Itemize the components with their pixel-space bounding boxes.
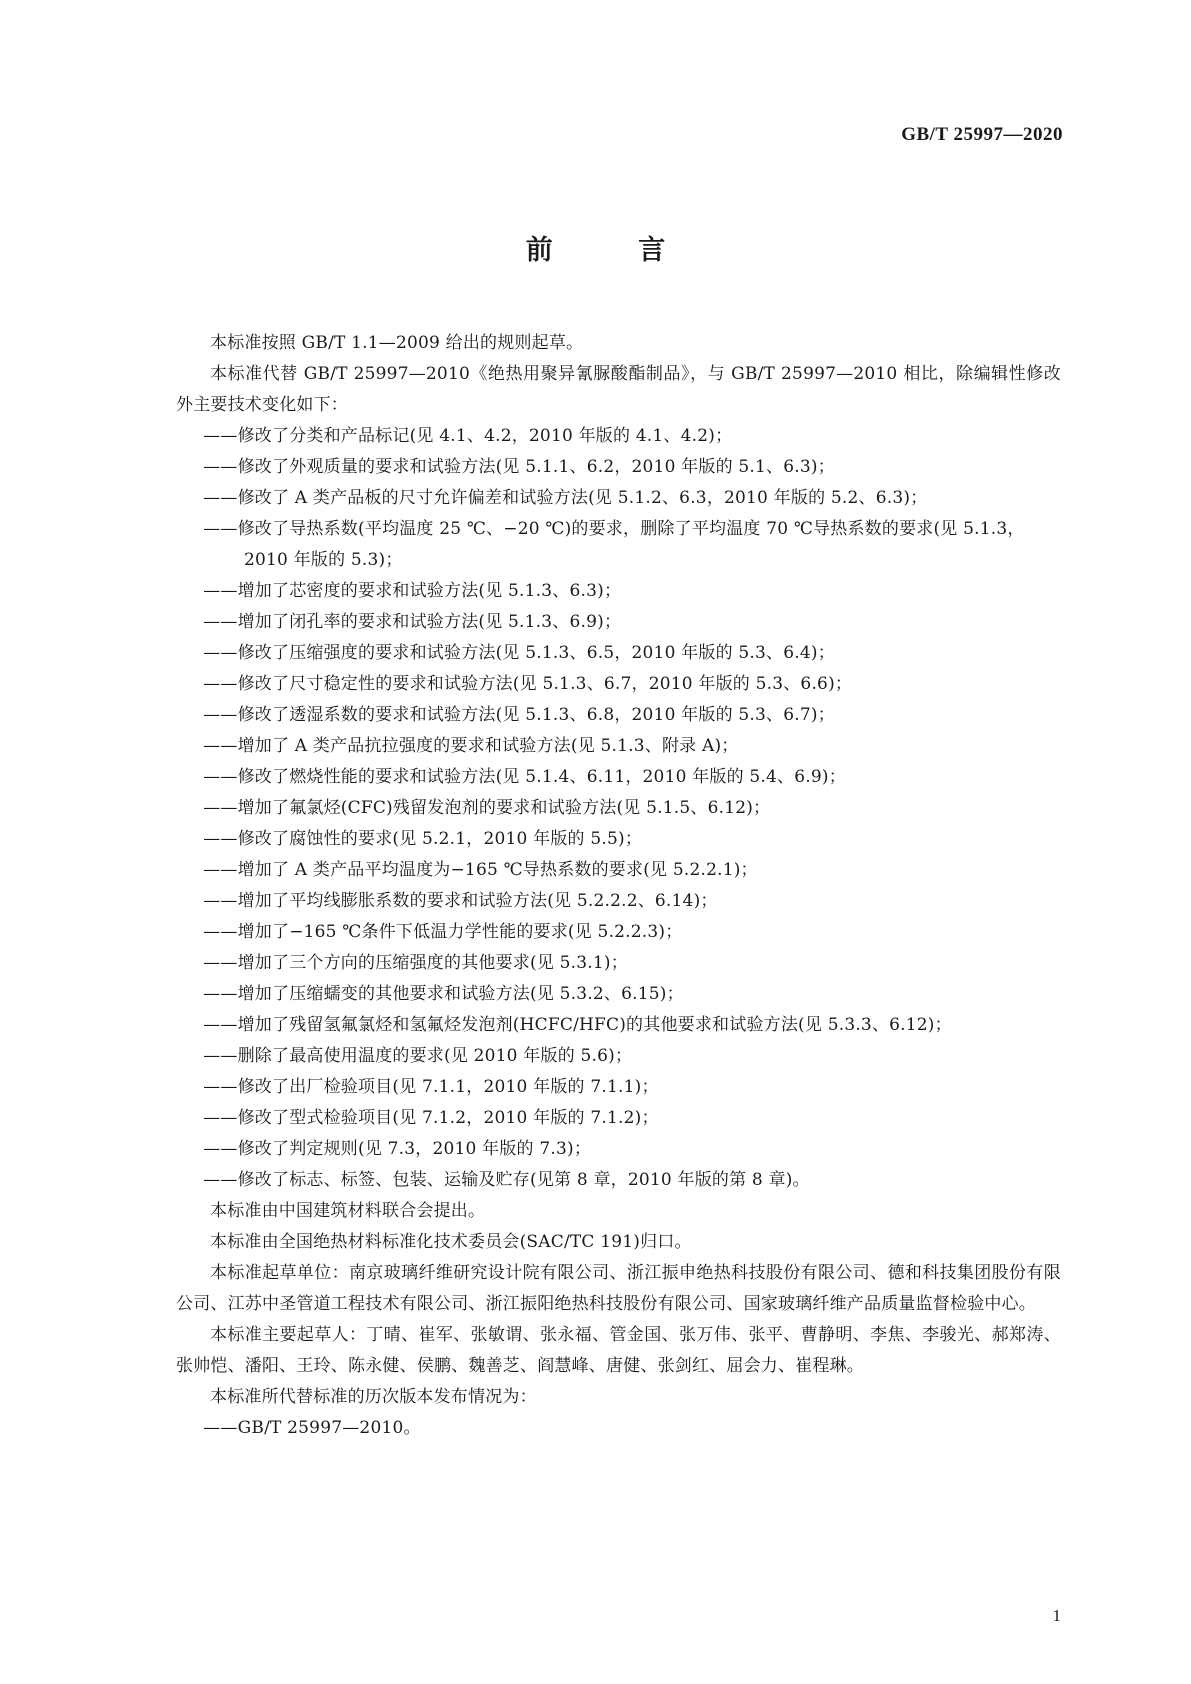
paragraph: 本标准由全国绝热材料标准化技术委员会(SAC/TC 191)归口。	[210, 1232, 692, 1252]
list-item: ——修改了外观质量的要求和试验方法(见 5.1.1、6.2，2010 年版的 5.1、6.3)；	[203, 457, 835, 477]
paragraph: 本标准按照 GB/T 1.1—2009 给出的规则起草。	[210, 333, 584, 353]
list-item: ——修改了腐蚀性的要求(见 5.2.1，2010 年版的 5.5)；	[203, 829, 643, 849]
list-item: ——增加了压缩蠕变的其他要求和试验方法(见 5.3.2、6.15)；	[203, 984, 684, 1004]
document-body	[176, 328, 1061, 1444]
page-number: 1	[1052, 1606, 1061, 1625]
list-item: ——修改了型式检验项目(见 7.1.2，2010 年版的 7.1.2)；	[203, 1108, 659, 1128]
paragraph: 本标准起草单位：南京玻璃纤维研究设计院有限公司、浙江振申绝热科技股份有限公司、德和科技集团股份有限公司、江苏中圣管道工程技术有限公司、浙江振阳绝热科技股份有限公司、国家玻璃纤维产品质量监督检验中心。	[176, 1263, 1061, 1314]
list-item: ——修改了出厂检验项目(见 7.1.1，2010 年版的 7.1.1)；	[203, 1077, 659, 1097]
page-title: 前 言	[525, 235, 704, 266]
list-item: ——增加了−165 ℃条件下低温力学性能的要求(见 5.2.2.3)；	[203, 922, 683, 942]
list-item: ——修改了 A 类产品板的尺寸允许偏差和试验方法(见 5.1.2、6.3，2010 年版的 5.2、6.3)；	[203, 488, 928, 508]
list-item: ——增加了氟氯烃(CFC)残留发泡剂的要求和试验方法(见 5.1.5、6.12)；	[203, 798, 771, 818]
list-item: ——增加了闭孔率的要求和试验方法(见 5.1.3、6.9)；	[203, 612, 622, 632]
list-item: ——修改了标志、标签、包装、运输及贮存(见第 8 章，2010 年版的第 8 章)。	[203, 1170, 810, 1190]
paragraph: 本标准所代替标准的历次版本发布情况为：	[210, 1387, 537, 1407]
list-item: ——修改了导热系数(平均温度 25 ℃、−20 ℃)的要求，删除了平均温度 70 ℃导热系数的要求(见 5.1.3，2010 年版的 5.3)；	[203, 519, 1025, 570]
list-item: ——修改了透湿系数的要求和试验方法(见 5.1.3、6.8，2010 年版的 5.3、6.7)；	[203, 705, 835, 725]
list-item: ——增加了三个方向的压缩强度的其他要求(见 5.3.1)；	[203, 953, 628, 973]
list-item: ——增加了 A 类产品抗拉强度的要求和试验方法(见 5.1.3、附录 A)；	[203, 736, 739, 756]
list-item: ——增加了 A 类产品平均温度为−165 ℃导热系数的要求(见 5.2.2.1)；	[203, 860, 758, 880]
list-item: ——修改了燃烧性能的要求和试验方法(见 5.1.4、6.11，2010 年版的 5.4、6.9)；	[203, 767, 846, 787]
list-item: ——GB/T 25997—2010。	[203, 1418, 421, 1438]
list-item: ——修改了压缩强度的要求和试验方法(见 5.1.3、6.5，2010 年版的 5.3、6.4)；	[203, 643, 835, 663]
paragraph: 本标准由中国建筑材料联合会提出。	[210, 1201, 486, 1221]
list-item: ——修改了尺寸稳定性的要求和试验方法(见 5.1.3、6.7，2010 年版的 5.3、6.6)；	[203, 674, 853, 694]
list-item: ——增加了芯密度的要求和试验方法(见 5.1.3、6.3)；	[203, 581, 622, 601]
list-item: ——增加了平均线膨胀系数的要求和试验方法(见 5.2.2.2、6.14)；	[203, 891, 718, 911]
list-item: ——修改了分类和产品标记(见 4.1、4.2，2010 年版的 4.1、4.2)；	[203, 426, 733, 446]
list-item: ——删除了最高使用温度的要求(见 2010 年版的 5.6)；	[203, 1046, 633, 1066]
paragraph: 本标准主要起草人：丁晴、崔军、张敏谓、张永福、管金国、张万伟、张平、曹静明、李焦、李骏光、郝郑涛、张帅恺、潘阳、王玲、陈永健、侯鹏、魏善芝、阎慧峰、唐健、张剑红、屈会力、崔程琳。	[176, 1325, 1061, 1376]
list-item: ——修改了判定规则(见 7.3，2010 年版的 7.3)；	[203, 1139, 592, 1159]
standard-number: GB/T 25997—2020	[901, 124, 1063, 145]
paragraph: 本标准代替 GB/T 25997—2010《绝热用聚异氰脲酸酯制品》，与 GB/T 25997—2010 相比，除编辑性修改外主要技术变化如下：	[176, 364, 1061, 415]
list-item: ——增加了残留氢氟氯烃和氢氟烃发泡剂(HCFC/HFC)的其他要求和试验方法(见 5.3.3、6.12)；	[203, 1015, 952, 1035]
